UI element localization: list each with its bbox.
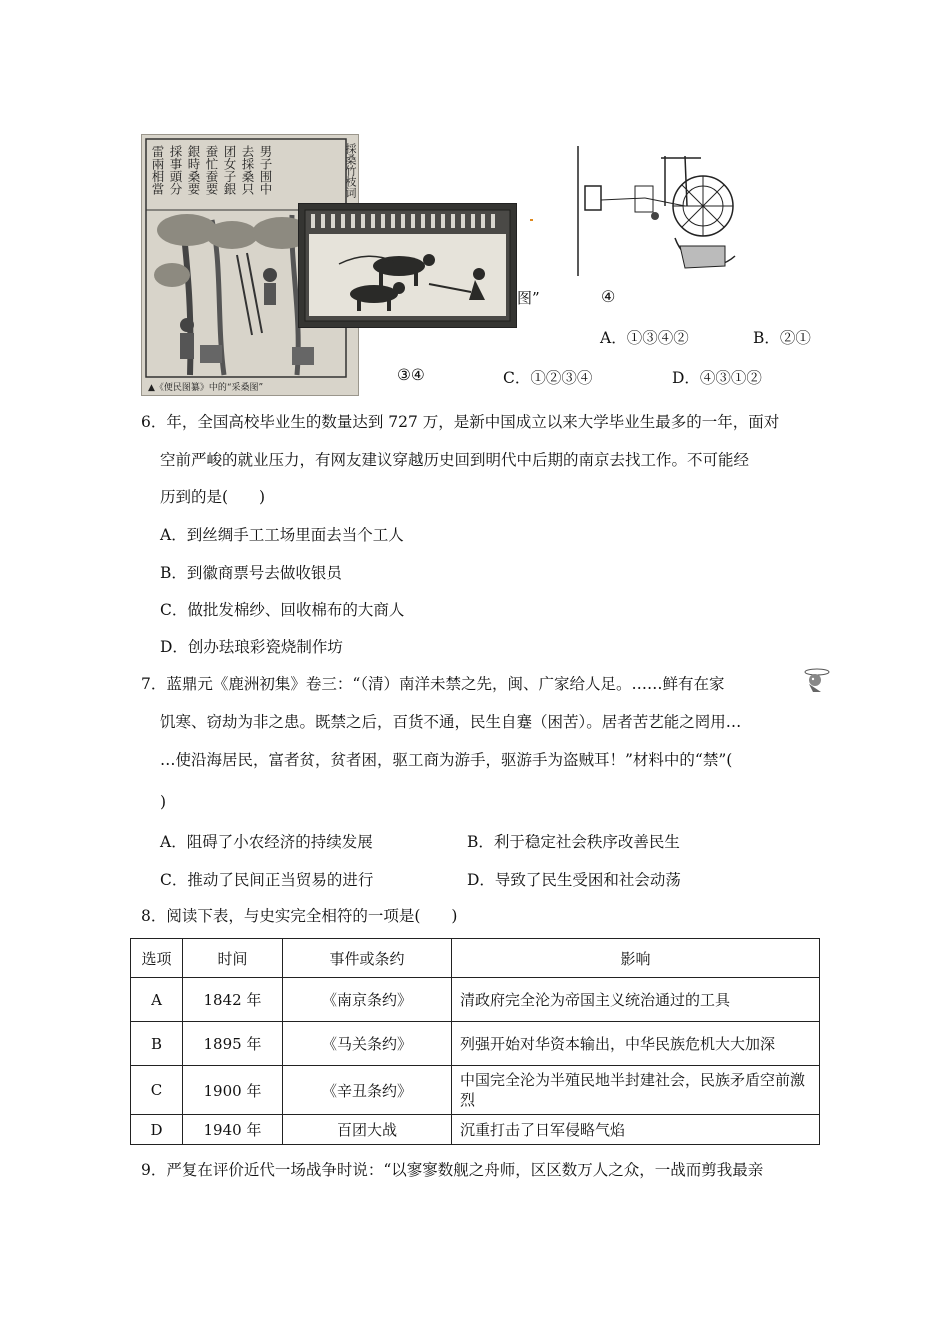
cell-event: 百团大战 — [283, 1115, 452, 1145]
cell-event: 《马关条约》 — [283, 1022, 452, 1066]
figure-label-fragment: 图” — [517, 289, 540, 307]
figure-label-4: ④ — [601, 287, 616, 306]
cell-effect: 中国完全沦为半殖民地半封建社会，民族矛盾空前激烈 — [452, 1066, 820, 1115]
table-row — [131, 1115, 820, 1145]
orange-dot — [530, 219, 533, 221]
picture-caption: ▲《便民图纂》中的“采桑图” — [148, 383, 264, 393]
poem-column: 銀時桑要 — [186, 145, 201, 195]
cell-option: A — [131, 978, 183, 1022]
poem-column: 团女子銀 — [222, 145, 237, 195]
q5-option-b: B．②① — [753, 329, 811, 347]
q9-stem-line1: 9．严复在评价近代一场战争时说：“以寥寥数舰之舟师，区区数万人之众，一战而剪我最亲 — [141, 1161, 764, 1179]
poem-column: 去採桑只 — [240, 145, 255, 195]
cell-option: B — [131, 1022, 183, 1066]
q6-stem-line1: 6．年，全国高校毕业生的数量达到 727 万，是新中国成立以来大学毕业生最多的一年，面对 — [141, 413, 780, 431]
q5-option-a: A．①③④② — [600, 329, 689, 347]
q7-stem-line1: 7．蓝鼎元《鹿洲初集》卷三：“（清）南洋未禁之先，闽、广家给人足。……鲜有在家 — [141, 675, 725, 693]
cell-event: 《辛丑条约》 — [283, 1066, 452, 1115]
ox-ploughing-mural — [298, 203, 517, 328]
table-row — [131, 978, 820, 1022]
q6-stem-line3: 历到的是( ) — [160, 488, 266, 506]
cell-effect: 列强开始对华资本输出，中华民族危机大大加深 — [452, 1022, 820, 1066]
q7-option-c: C．推动了民间正当贸易的进行 — [160, 871, 374, 889]
small-figure-icon — [801, 666, 831, 696]
q6-stem-line2: 空前严峻的就业压力，有网友建议穿越历史回到明代中后期的南京去找工作。不可能经 — [160, 451, 750, 469]
poem-column: 雷兩相當 — [150, 145, 165, 195]
cell-time: 1842 年 — [183, 978, 283, 1022]
cell-time: 1895 年 — [183, 1022, 283, 1066]
cell-option: D — [131, 1115, 183, 1145]
table-header-row — [131, 939, 820, 978]
cell-event: 《南京条约》 — [283, 978, 452, 1022]
q6-option-a: A．到丝绸手工工场里面去当个工人 — [160, 526, 404, 544]
machine-drawing — [575, 146, 743, 278]
q6-option-c: C．做批发棉纱、回收棉布的大商人 — [160, 601, 405, 619]
q5-option-c: C．①②③④ — [503, 369, 593, 387]
poem-title: 採桑竹枝词 — [344, 143, 357, 198]
q7-stem-line4: ) — [160, 793, 167, 811]
q7-stem-line2: 饥寒、窃劫为非之患。既禁之后，百货不通，民生自蹇（困苦）。居者苦艺能之罔用… — [160, 713, 742, 731]
history-table — [130, 938, 820, 1145]
q7-option-a: A．阻碍了小农经济的持续发展 — [160, 833, 373, 851]
q5-option-d: D．④③①② — [672, 369, 762, 387]
poem-column: 採事頭分 — [168, 145, 183, 195]
q7-option-d: D．导致了民生受困和社会动荡 — [467, 871, 681, 889]
cell-effect: 清政府完全沦为帝国主义统治通过的工具 — [452, 978, 820, 1022]
q6-option-d: D．创办珐琅彩瓷烧制作坊 — [160, 638, 343, 656]
header-option: 选项 — [131, 939, 183, 978]
q6-option-b: B．到徽商票号去做收银员 — [160, 564, 342, 582]
poem-column: 男子围中 — [258, 145, 273, 195]
table-row — [131, 1022, 820, 1066]
q8-stem: 8．阅读下表，与史实完全相符的一项是( ) — [141, 907, 458, 925]
q7-option-b: B．利于稳定社会秩序改善民生 — [467, 833, 680, 851]
q5-option-b-cont: ③④ — [397, 366, 425, 384]
cell-option: C — [131, 1066, 183, 1115]
poem-column: 蚕忙蚕要 — [204, 145, 219, 195]
q7-stem-line3: …使沿海居民，富者贫，贫者困，驱工商为游手，驱游手为盗贼耳！”材料中的“禁”( — [160, 751, 733, 769]
header-effect: 影响 — [452, 939, 820, 978]
cell-time: 1900 年 — [183, 1066, 283, 1115]
cell-time: 1940 年 — [183, 1115, 283, 1145]
table-row — [131, 1066, 820, 1115]
cell-effect: 沉重打击了日军侵略气焰 — [452, 1115, 820, 1145]
header-time: 时间 — [183, 939, 283, 978]
header-event: 事件或条约 — [283, 939, 452, 978]
